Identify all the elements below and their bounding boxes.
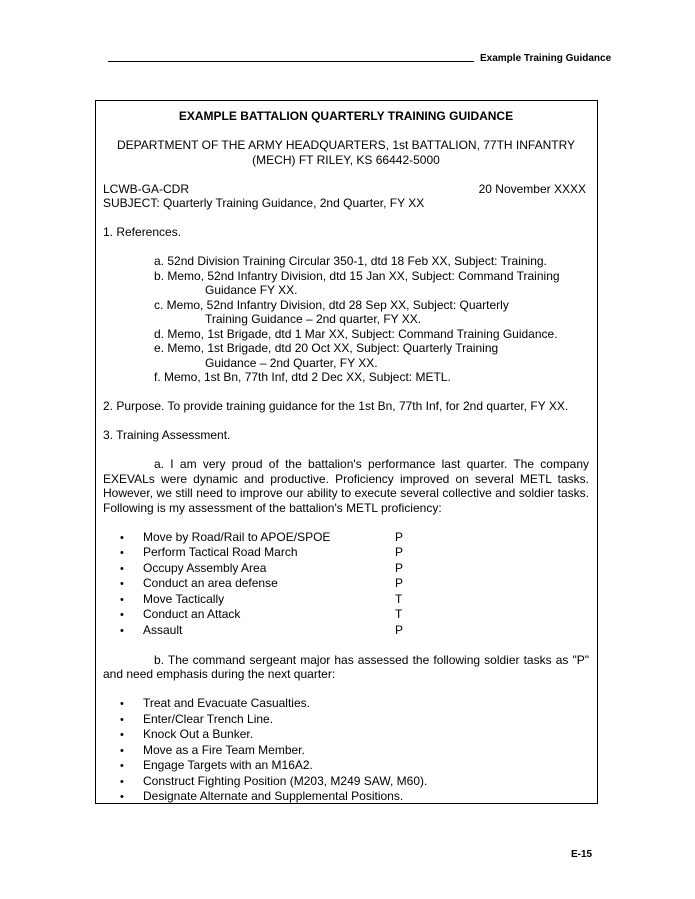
- soldier-task: Construct Fighting Position (M203, M249 SAW, M60).: [143, 773, 428, 788]
- references-heading: 1. References.: [103, 225, 182, 239]
- metl-rating: P: [395, 529, 404, 544]
- office-symbol: LCWB-GA-CDR: [103, 181, 189, 196]
- list-item: [103, 592, 589, 608]
- memo-date: 20 November XXXX: [478, 181, 586, 196]
- running-header: Example Training Guidance: [480, 53, 612, 64]
- list-item: [103, 623, 589, 639]
- metl-rating: P: [395, 622, 404, 637]
- list-item: [103, 576, 589, 592]
- metl-rating: P: [395, 545, 404, 559]
- metl-rating: T: [395, 607, 403, 621]
- document-body: [103, 109, 589, 805]
- assessment-paragraph-a: a. I am very proud of the battalion's performance last quarter. The company EXEVALs were dynamic and productive. Proficiency improved on several METL tasks. However, we still need to improve our ability to execute several collective and soldier tasks. Following is my assessment of the battalion's METL proficiency:: [103, 457, 589, 515]
- office-date-row: [103, 182, 589, 197]
- metl-task: Assault: [143, 622, 183, 637]
- subject-line: SUBJECT: Quarterly Training Guidance, 2nd Quarter, FY XX: [103, 196, 425, 210]
- metl-rating: P: [395, 576, 404, 590]
- bullet-icon: •: [120, 593, 124, 606]
- list-item: [103, 774, 589, 790]
- bullet-icon: •: [120, 713, 124, 726]
- list-item: [103, 743, 589, 759]
- list-item: [103, 530, 589, 546]
- assessment-heading: 3. Training Assessment.: [103, 428, 231, 442]
- soldier-task: Designate Alternate and Supplemental Positions.: [143, 789, 404, 803]
- header-rule: [108, 61, 474, 62]
- metl-rating: P: [395, 560, 404, 575]
- bullet-icon: •: [120, 609, 124, 621]
- list-item: [103, 727, 589, 743]
- metl-task: Occupy Assembly Area: [143, 560, 267, 575]
- bullet-icon: •: [120, 578, 124, 590]
- bullet-icon: •: [120, 547, 124, 559]
- list-item: [103, 561, 589, 577]
- page-number: E-15: [571, 849, 593, 860]
- reference-continuation: Guidance FY XX.: [205, 283, 298, 297]
- metl-task: Conduct an area defense: [143, 576, 278, 590]
- bullet-icon: •: [120, 531, 124, 544]
- metl-task: Conduct an Attack: [143, 607, 241, 621]
- metl-task: Move by Road/Rail to APOE/SPOE: [143, 529, 331, 544]
- bullet-icon: •: [120, 562, 124, 575]
- reference-line: e. Memo, 1st Brigade, dtd 20 Oct XX, Subject: Quarterly Training: [154, 341, 499, 355]
- bullet-icon: •: [120, 744, 124, 757]
- reference-c: [103, 298, 589, 327]
- bullet-icon: •: [120, 624, 124, 637]
- list-item: [103, 712, 589, 728]
- list-item: [103, 545, 589, 561]
- metl-rating: T: [395, 591, 403, 606]
- reference-continuation: Training Guidance – 2nd quarter, FY XX.: [205, 312, 422, 326]
- list-item: [103, 696, 589, 712]
- list-item: [103, 758, 589, 774]
- reference-line: d. Memo, 1st Brigade, dtd 1 Mar XX, Subject: Command Training Guidance.: [154, 326, 558, 341]
- bullet-icon: •: [120, 760, 124, 772]
- metl-task-list: [103, 530, 589, 639]
- bullet-icon: •: [120, 729, 124, 741]
- assessment-paragraph-b: b. The command sergeant major has assessed the following soldier tasks as "P" and need emphasis during the next quarter:: [103, 652, 589, 681]
- reference-line: b. Memo, 52nd Infantry Division, dtd 15 Jan XX, Subject: Command Training: [154, 268, 560, 283]
- reference-f: [103, 370, 589, 385]
- list-item: [103, 789, 589, 805]
- reference-line: a. 52nd Division Training Circular 350-1, dtd 18 Feb XX, Subject: Training.: [154, 254, 547, 268]
- reference-e: [103, 341, 589, 370]
- purpose-paragraph: 2. Purpose. To provide training guidance for the 1st Bn, 77th Inf, for 2nd quarter, FY XX.: [103, 399, 569, 413]
- soldier-task: Enter/Clear Trench Line.: [143, 711, 274, 726]
- reference-line: f. Memo, 1st Bn, 77th Inf, dtd 2 Dec XX, Subject: METL.: [154, 370, 451, 384]
- soldier-task: Knock Out a Bunker.: [143, 727, 254, 741]
- metl-task: Perform Tactical Road March: [143, 545, 298, 559]
- document-title: EXAMPLE BATTALION QUARTERLY TRAINING GUIDANCE: [178, 109, 514, 123]
- list-item: [103, 607, 589, 623]
- reference-line: c. Memo, 52nd Infantry Division, dtd 28 Sep XX, Subject: Quarterly: [154, 297, 509, 312]
- soldier-task: Move as a Fire Team Member.: [143, 742, 305, 757]
- reference-continuation: Guidance – 2nd Quarter, FY XX.: [205, 355, 378, 370]
- department-line-1: DEPARTMENT OF THE ARMY HEADQUARTERS, 1st BATTALION, 77TH INFANTRY: [116, 138, 576, 152]
- metl-task: Move Tactically: [143, 591, 225, 606]
- bullet-icon: •: [120, 698, 124, 710]
- soldier-task: Treat and Evacuate Casualties.: [143, 696, 310, 710]
- bullet-icon: •: [120, 791, 124, 803]
- department-line-2: (MECH) FT RILEY, KS 66442-5000: [252, 152, 440, 167]
- soldier-task-list: [103, 696, 589, 805]
- reference-a: [103, 254, 589, 269]
- bullet-icon: •: [120, 775, 124, 788]
- reference-b: [103, 269, 589, 298]
- soldier-task: Engage Targets with an M16A2.: [143, 758, 313, 772]
- reference-d: [103, 327, 589, 342]
